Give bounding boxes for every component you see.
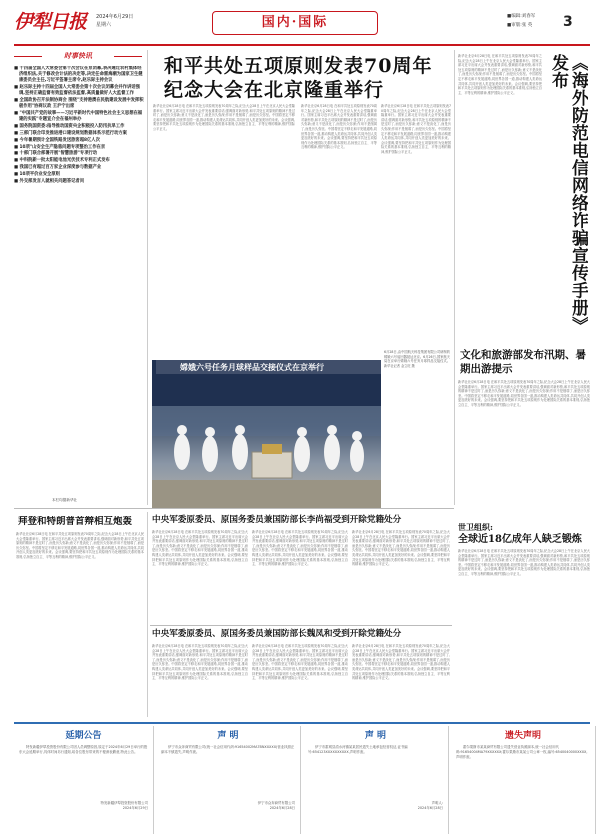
newspaper-logo: 伊犁日报	[14, 11, 87, 33]
ad-signature: 声明人:	[431, 801, 443, 805]
roundup-item: ■ 中科院新一批太阳能电池光伏技术专利正式发布	[14, 158, 110, 164]
page-number: 3	[563, 14, 573, 30]
middle-bottom-body-3: 新华社北京6月28日电 在和平共处五项原则发表70周年之际,纪念大会28日上午在北京人民大会堂隆重举行。国家主席习近平出席大会并发表重要讲话,强调面对新形势,和平共处五项原则的精神不是过时了,而是历久弥新;意义不是淡化了,而是历久弥深;作用不是削弱了,而是历久弥坚。中国将坚定不移走和平发展道路,同世界各国一道,推动构建人类命运共同体,共同开创人类更加美好的未来。会议强调,要坚持把和平共处五项原则作为处理国际关系的基本准则,弘扬独立自主、平等互利的精神,维护国际公平正义。	[352, 644, 450, 681]
ad-date: 2024年6月29日	[122, 806, 148, 810]
who-body: 新华社北京6月28日电 在和平共处五项原则发表70周年之际,纪念大会28日上午在北京人民大会堂隆重举行。国家主席习近平出席大会并发表重要讲话,强调面对新形势,和平共处五项原则的精神不是过时了,而是历久弥新;意义不是淡化了,而是历久弥深;作用不是削弱了,而是历久弥坚。中国将坚定不移走和平发展道路,同世界各国一道,推动构建人类命运共同体,共同开创人类更加美好的未来。会议强调,要坚持把和平共处五项原则作为处理国际关系的基本准则,弘扬独立自主、平等互利的精神,维护国际公平正义。	[458, 549, 590, 576]
roundup-item: ■ 国务院国资委:指导推动国资央企积极投入防汛抗旱工作	[14, 124, 125, 130]
ad-signature: 特发新疆伊犁投资股份有限公司	[100, 801, 148, 805]
roundup-item: ■ 我国已有超过百万家企业深度参与数据产业	[14, 164, 102, 170]
right-story-body: 新华社北京6月28日电 在和平共处五项原则发表70周年之际,纪念大会28日上午在北京人民大会堂隆重举行。国家主席习近平出席大会并发表重要讲话,强调面对新形势,和平共处五项原则的精神不是过时了,而是历久弥新;意义不是淡化了,而是历久弥深;作用不是削弱了,而是历久弥坚。中国将坚定不移走和平发展道路,同世界各国一道,推动构建人类命运共同体,共同开创人类更加美好的未来。会议强调,要坚持把和平共处五项原则作为处理国际关系的基本准则,弘扬独立自主、平等互利的精神,维护国际公平正义。	[458, 54, 542, 95]
left-article-title: 拜登和特朗普首辩相互炮轰	[18, 516, 133, 527]
ad-box	[303, 726, 449, 834]
photo-banner-text: 嫦娥六号任务月球样品交接仪式在京举行	[180, 362, 324, 372]
middle-bottom-title: 中央军委原委员、原国务委员兼国防部长魏凤和受到开除党籍处分	[152, 629, 402, 639]
right-vertical-title: 《海外防范电信网络诈骗宣传手册》发布	[548, 54, 588, 334]
section-title: 国内·国际	[261, 15, 329, 30]
ad-signature: 伊宁市众奔商贸有限公司	[257, 801, 295, 805]
left-article-body: 新华社北京6月28日电 在和平共处五项原则发表70周年之际,纪念大会28日上午在北京人民大会堂隆重举行。国家主席习近平出席大会并发表重要讲话,强调面对新形势,和平共处五项原则的精神不是过时了,而是历久弥新;意义不是淡化了,而是历久弥深;作用不是削弱了,而是历久弥坚。中国将坚定不移走和平发展道路,同世界各国一道,推动构建人类命运共同体,共同开创人类更加美好的未来。会议强调,要坚持把和平共处五项原则作为处理国际关系的基本准则,弘扬独立自主、平等互利的精神,维护国际公平正义。	[16, 532, 144, 559]
who-title: 全球近18亿成年人缺乏锻炼	[458, 534, 582, 545]
middle-top-body: 新华社北京6月28日电 在和平共处五项原则发表70周年之际,纪念大会28日上午在北京人民大会堂隆重举行。国家主席习近平出席大会并发表重要讲话,强调面对新形势,和平共处五项原则的精神不是过时了,而是历久弥新;意义不是淡化了,而是历久弥深;作用不是削弱了,而是历久弥坚。中国将坚定不移走和平发展道路,同世界各国一道,推动构建人类命运共同体,共同开创人类更加美好的未来。会议强调,要坚持把和平共处五项原则作为处理国际关系的基本准则,弘扬独立自主、平等互利的精神,维护国际公平正义。	[152, 530, 248, 567]
middle-top-body-2: 新华社北京6月28日电 在和平共处五项原则发表70周年之际,纪念大会28日上午在北京人民大会堂隆重举行。国家主席习近平出席大会并发表重要讲话,强调面对新形势,和平共处五项原则的精神不是过时了,而是历久弥新;意义不是淡化了,而是历久弥深;作用不是削弱了,而是历久弥坚。中国将坚定不移走和平发展道路,同世界各国一道,推动构建人类命运共同体,共同开创人类更加美好的未来。会议强调,要坚持把和平共处五项原则作为处理国际关系的基本准则,弘扬独立自主、平等互利的精神,维护国际公平正义。	[252, 530, 348, 567]
main-story-body-2: 新华社北京6月28日电 在和平共处五项原则发表70周年之际,纪念大会28日上午在北京人民大会堂隆重举行。国家主席习近平出席大会并发表重要讲话,强调面对新形势,和平共处五项原则的精神不是过时了,而是历久弥新;意义不是淡化了,而是历久弥深;作用不是削弱了,而是历久弥坚。中国将坚定不移走和平发展道路,同世界各国一道,推动构建人类命运共同体,共同开创人类更加美好的未来。会议强调,要坚持把和平共处五项原则作为处理国际关系的基本准则,弘扬独立自主、平等互利的精神,维护国际公平正义。	[301, 104, 377, 150]
ad-box	[156, 726, 301, 834]
roundup-item: ■ 全国政协召开法制协商会 围绕"支持港澳在民航建设发展中发挥积极作用"协商议政 王沪宁出席	[14, 98, 144, 110]
ad-box	[451, 726, 596, 834]
ad-date: 2024年6月28日	[417, 806, 443, 810]
roundup-item: ■ "中国共产党的故事——习近平新时代中国特色社会主义思想在福建的实践"专题宣介会在福州举办	[14, 111, 143, 123]
news-photo	[152, 360, 381, 508]
roundup-item: ■ 十四届全国人大常委会第十次会议在京闭幕,表决通过农村集体经济组织法,关于修改会计法的决定等,决定任命雷海潮为国家卫生健康委员会主任,习近平签署主席令,赵乐际主持会议	[14, 66, 143, 84]
main-story-body-3: 新华社北京6月28日电 在和平共处五项原则发表70周年之际,纪念大会28日上午在北京人民大会堂隆重举行。国家主席习近平出席大会并发表重要讲话,强调面对新形势,和平共处五项原则的精神不是过时了,而是历久弥新;意义不是淡化了,而是历久弥深;作用不是削弱了,而是历久弥坚。中国将坚定不移走和平发展道路,同世界各国一道,推动构建人类命运共同体,共同开创人类更加美好的未来。会议强调,要坚持把和平共处五项原则作为处理国际关系的基本准则,弘扬独立自主、平等互利的精神,维护国际公平正义。	[381, 104, 451, 154]
middle-top-title: 中央军委原委员、原国务委员兼国防部长李尚福受到开除党籍处分	[152, 515, 402, 525]
roundup-item: ■ 外交部发言人就相关问题答记者问	[14, 178, 85, 184]
roundup-item: ■ 三部门联合印发推进港口建设规划数据体系示范行动方案	[14, 131, 127, 136]
middle-bottom-body: 新华社北京6月28日电 在和平共处五项原则发表70周年之际,纪念大会28日上午在北京人民大会堂隆重举行。国家主席习近平出席大会并发表重要讲话,强调面对新形势,和平共处五项原则的精神不是过时了,而是历久弥新;意义不是淡化了,而是历久弥深;作用不是削弱了,而是历久弥坚。中国将坚定不移走和平发展道路,同世界各国一道,推动构建人类命运共同体,共同开创人类更加美好的未来。会议强调,要坚持把和平共处五项原则作为处理国际关系的基本准则,弘扬独立自主、平等互利的精神,维护国际公平正义。	[152, 644, 248, 681]
roundup-item: ■ 赵乐际主持十四届全国人大常委会第十次会议闭幕会并作讲话强调,坚持正确监督有效监督依法监督,高质量做好人大监督工作	[14, 85, 140, 97]
roundup-title: 时事快讯	[64, 52, 92, 60]
proof-credit: ■审版:张 英	[507, 23, 533, 28]
ad-date: 2024年6月28日	[269, 806, 295, 810]
ad-body: 伊宁市霍城县清水河镇某某居民遗失土地承包经营权证,证书编号:654123XXXXXXXXXX,声明作废。	[308, 745, 408, 754]
roundup-item: ■ 十部门联合部署开展"智慧旅游"专项行动	[14, 151, 98, 157]
middle-top-body-3: 新华社北京6月28日电 在和平共处五项原则发表70周年之际,纪念大会28日上午在北京人民大会堂隆重举行。国家主席习近平出席大会并发表重要讲话,强调面对新形势,和平共处五项原则的精神不是过时了,而是历久弥新;意义不是淡化了,而是历久弥深;作用不是削弱了,而是历久弥坚。中国将坚定不移走和平发展道路,同世界各国一道,推动构建人类命运共同体,共同开创人类更加美好的未来。会议强调,要坚持把和平共处五项原则作为处理国际关系的基本准则,弘扬独立自主、平等互利的精神,维护国际公平正义。	[352, 530, 450, 567]
ad-title: 声 明	[364, 731, 387, 741]
ad-title: 遗失声明	[504, 731, 541, 741]
ads-row	[14, 726, 590, 834]
roundup-item: ■ 今年暑期预计全国铁路发送旅客超8亿人次	[14, 137, 100, 143]
ad-title: 延期公告	[65, 731, 102, 741]
ad-body: 霍尔果斯市某某商贸有限公司遗失营业执照副本,统一社会信用代码:91654004MA79XXXXXX;霍尔果斯市某某公司公章一枚,编号:6540040000XXXX,声明作废。	[456, 745, 588, 759]
ad-title: 声 明	[217, 731, 239, 741]
ad-box	[14, 726, 154, 834]
ads-top-rule	[14, 722, 590, 724]
masthead	[0, 0, 598, 44]
ad-body: 特发新疆伊犁投资股份有限公司因人员调整原因,原定于2024年6月29日举行的股东大会延期举行,具体时间另行通知,给各位股东带来的不便深表歉意,特此公告。	[19, 745, 148, 754]
culture-title: 文化和旅游部发布汛期、暑期出游提示	[460, 349, 586, 375]
ceremony-scene	[152, 360, 381, 508]
masthead-rule	[14, 44, 590, 46]
main-headline-line-1: 和平共处五项原则发表70周年	[164, 55, 433, 77]
main-story-body: 新华社北京6月28日电 在和平共处五项原则发表70周年之际,纪念大会28日上午在北京人民大会堂隆重举行。国家主席习近平出席大会并发表重要讲话,强调面对新形势,和平共处五项原则的精神不是过时了,而是历久弥新;意义不是淡化了,而是历久弥深;作用不是削弱了,而是历久弥坚。中国将坚定不移走和平发展道路,同世界各国一道,推动构建人类命运共同体,共同开创人类更加美好的未来。会议强调,要坚持把和平共处五项原则作为处理国际关系的基本准则,弘扬独立自主、平等互利的精神,维护国际公平正义。	[153, 104, 295, 131]
who-kicker: 世卫组织:	[458, 522, 493, 532]
roundup-item: ■ 10项"山安全生产隐患问题专项整治工作在京	[14, 144, 106, 150]
roundup-item: ■ 10项平价业安全原则	[14, 171, 60, 177]
ad-body: 伊宁市众奔商贸有限公司(统一社会信用代码:91654002MA7BNXXXXX)营业执照正副本不慎遗失,声明作废。	[161, 745, 295, 754]
culture-body: 新华社北京6月28日电 在和平共处五项原则发表70周年之际,纪念大会28日上午在北京人民大会堂隆重举行。国家主席习近平出席大会并发表重要讲话,强调面对新形势,和平共处五项原则的精神不是过时了,而是历久弥新;意义不是淡化了,而是历久弥深;作用不是削弱了,而是历久弥坚。中国将坚定不移走和平发展道路,同世界各国一道,推动构建人类命运共同体,共同开创人类更加美好的未来。会议强调,要坚持把和平共处五项原则作为处理国际关系的基本准则,弘扬独立自主、平等互利的精神,维护国际公平正义。	[458, 380, 590, 407]
roundup-footer: 本栏均据新华社	[52, 498, 78, 502]
photo-caption: 6月28日,由中国航天科技集团有限公司研制的嫦娥六号返回器抵达北京。6月26日,国家航天局在京举行嫦娥六号任务月球样品交接仪式。新华社记者 金立旺 摄	[384, 350, 450, 368]
issue-date: 2024年6月29日	[96, 14, 134, 20]
right-vertical-headline	[548, 54, 588, 344]
issue-weekday: 星期六	[96, 22, 112, 28]
roundup-header	[14, 51, 142, 61]
editor-credit: ■编辑:刘春军	[507, 14, 536, 19]
roundup-list	[14, 66, 144, 500]
main-headline-line-2: 纪念大会在北京隆重举行	[164, 79, 385, 101]
middle-bottom-body-2: 新华社北京6月28日电 在和平共处五项原则发表70周年之际,纪念大会28日上午在北京人民大会堂隆重举行。国家主席习近平出席大会并发表重要讲话,强调面对新形势,和平共处五项原则的精神不是过时了,而是历久弥新;意义不是淡化了,而是历久弥深;作用不是削弱了,而是历久弥坚。中国将坚定不移走和平发展道路,同世界各国一道,推动构建人类命运共同体,共同开创人类更加美好的未来。会议强调,要坚持把和平共处五项原则作为处理国际关系的基本准则,弘扬独立自主、平等互利的精神,维护国际公平正义。	[252, 644, 348, 681]
